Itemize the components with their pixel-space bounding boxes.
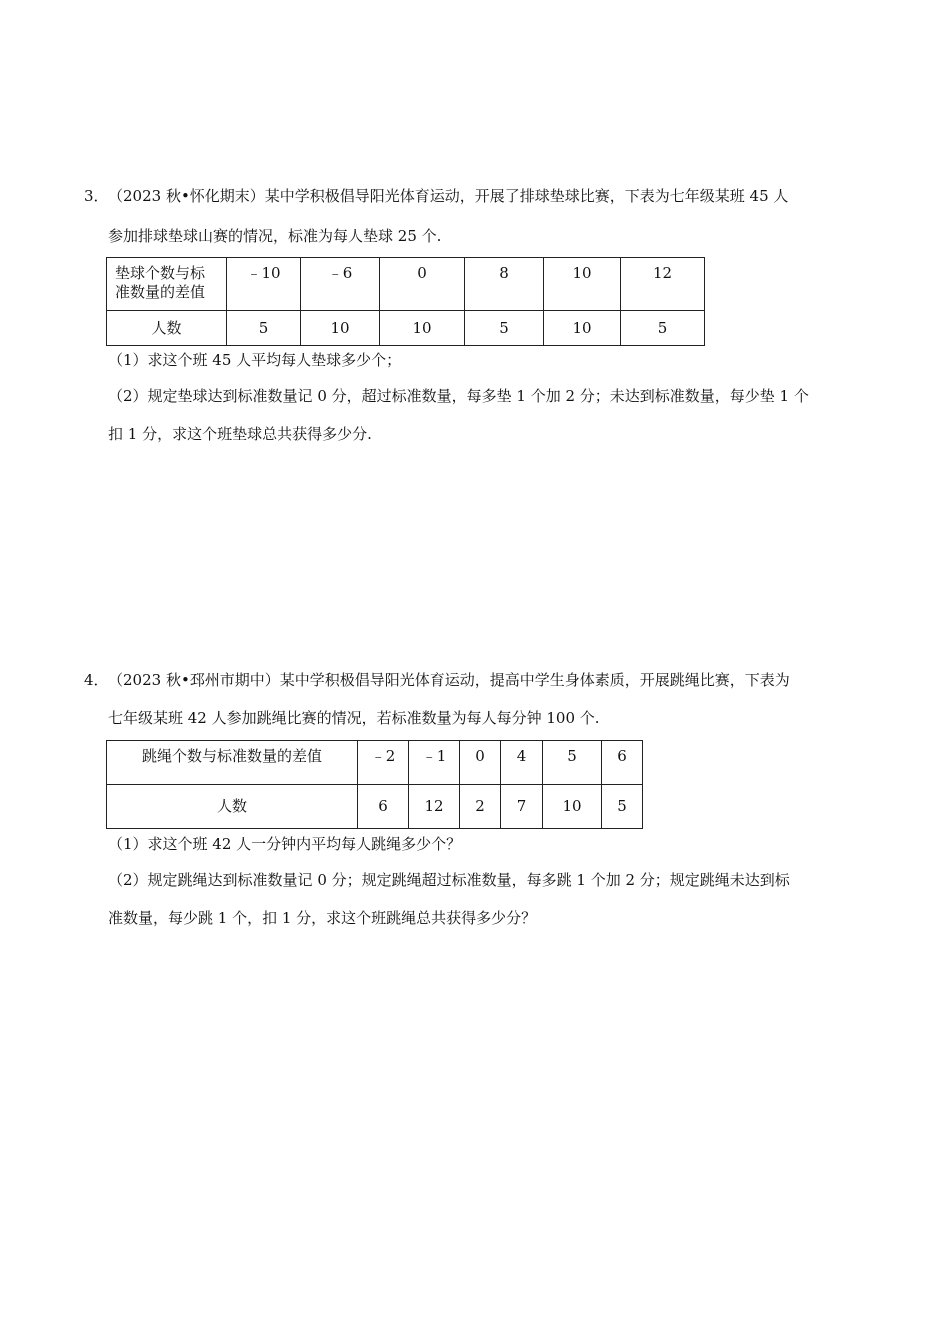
table-cell: 5 xyxy=(227,311,301,346)
problem-3-count-row xyxy=(107,311,705,346)
problem-4-diff-row xyxy=(107,741,643,785)
problem-3-number: 3． xyxy=(84,187,109,205)
table-cell: ﹣10 xyxy=(227,258,301,311)
table-cell: 10 xyxy=(543,785,602,829)
problem-3-q2-line1: （2）规定垫球达到标准数量记 0 分，超过标准数量，每多垫 1 个加 2 分；未达到标准数量，每少垫 1 个 xyxy=(108,387,809,405)
table-cell: ﹣2 xyxy=(358,741,409,785)
table-cell: 0 xyxy=(380,258,465,311)
table-cell: 12 xyxy=(621,258,705,311)
problem-3-diff-row xyxy=(107,258,705,311)
problem-4-count-row xyxy=(107,785,643,829)
problem-4-q2-line1: （2）规定跳绳达到标准数量记 0 分；规定跳绳超过标准数量，每多跳 1 个加 2 分；规定跳绳未达到标 xyxy=(108,871,790,889)
table-cell: ﹣1 xyxy=(409,741,460,785)
table-cell: 6 xyxy=(358,785,409,829)
problem-3-stem-line2: 参加排球垫球山赛的情况，标准为每人垫球 25 个. xyxy=(108,227,442,245)
table-cell: 7 xyxy=(501,785,543,829)
table-cell: 10 xyxy=(301,311,380,346)
problem-3-table xyxy=(106,257,705,346)
table-cell: ﹣6 xyxy=(301,258,380,311)
table-cell: 6 xyxy=(602,741,643,785)
problem-4-q2-line2: 准数量，每少跳 1 个，扣 1 分，求这个班跳绳总共获得多少分？ xyxy=(108,909,537,927)
problem-3-header-label-line1: 垫球个数与标 xyxy=(115,264,206,282)
table-cell: 5 xyxy=(621,311,705,346)
table-cell: 5 xyxy=(465,311,544,346)
problem-4-header-label: 跳绳个数与标准数量的差值 xyxy=(107,741,358,785)
table-cell: 10 xyxy=(544,311,621,346)
problem-4-stem-line1: （2023 秋•邳州市期中）某中学积极倡导阳光体育运动，提高中学生身体素质，开展跳绳比赛，下表为 xyxy=(108,671,790,689)
problem-3-count-label: 人数 xyxy=(107,311,227,346)
problem-4-table xyxy=(106,740,643,829)
problem-4-number: 4． xyxy=(84,671,109,689)
table-cell: 10 xyxy=(544,258,621,311)
problem-3-header-label xyxy=(107,258,227,311)
problem-3-stem-line1: （2023 秋•怀化期末）某中学积极倡导阳光体育运动，开展了排球垫球比赛，下表为七年级某班 45 人 xyxy=(108,187,789,205)
table-cell: 5 xyxy=(543,741,602,785)
table-cell: 2 xyxy=(460,785,501,829)
table-cell: 5 xyxy=(602,785,643,829)
problem-3-header-label-line2: 准数量的差值 xyxy=(115,283,206,301)
table-cell: 10 xyxy=(380,311,465,346)
table-cell: 8 xyxy=(465,258,544,311)
problem-3-q2-line2: 扣 1 分，求这个班垫球总共获得多少分. xyxy=(108,425,372,443)
problem-4-q1: （1）求这个班 42 人一分钟内平均每人跳绳多少个？ xyxy=(108,835,462,853)
table-cell: 12 xyxy=(409,785,460,829)
problem-4-stem-line2: 七年级某班 42 人参加跳绳比赛的情况，若标准数量为每人每分钟 100 个. xyxy=(108,709,600,727)
problem-3-q1: （1）求这个班 45 人平均每人垫球多少个； xyxy=(108,351,402,369)
table-cell: 4 xyxy=(501,741,543,785)
problem-4-count-label: 人数 xyxy=(107,785,358,829)
table-cell: 0 xyxy=(460,741,501,785)
